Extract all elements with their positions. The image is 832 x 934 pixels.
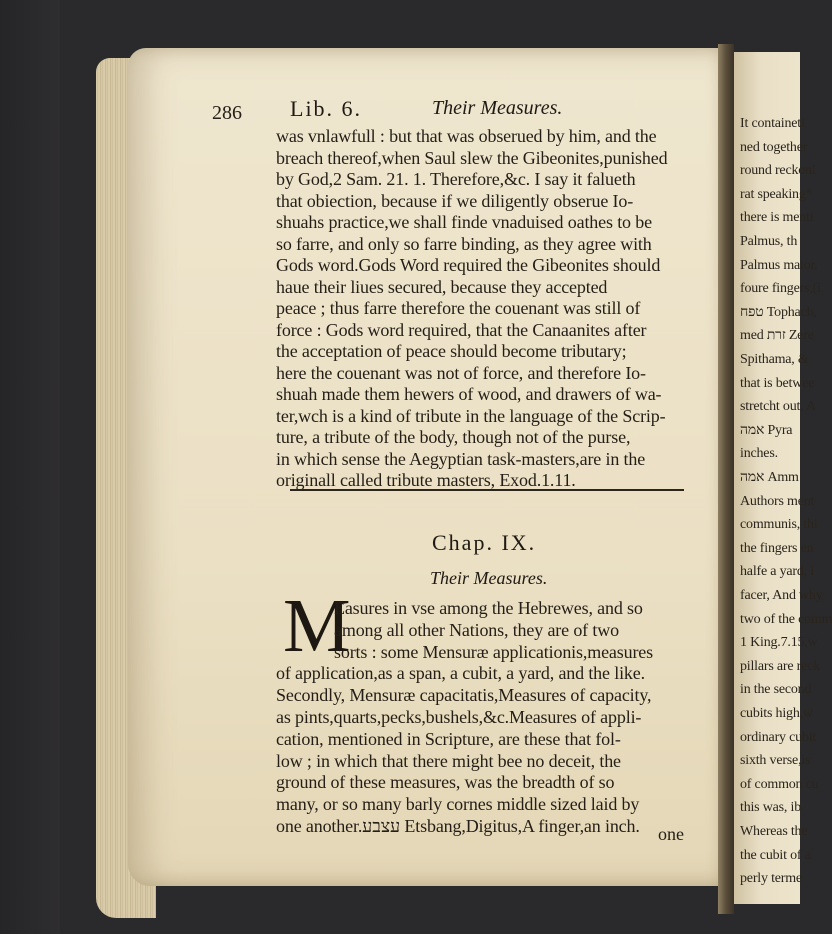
section-rule — [290, 489, 684, 491]
text-line: ter,wch is a kind of tribute in the language of the Scrip- — [276, 405, 666, 426]
facing-page-line: that is betwee — [740, 375, 815, 391]
facing-page-line: two of the comm — [740, 611, 832, 627]
catchword: one — [658, 824, 684, 844]
text-line: originall called tribute masters, Exod.1.11. — [276, 470, 576, 490]
facing-page-line: טפח Tophach, — [740, 304, 817, 320]
text-line: force : Gods word required, that the Canaanites after — [276, 319, 647, 340]
facing-page-line: communis, thi — [740, 517, 818, 533]
facing-page-line: this was, ib — [740, 800, 801, 816]
facing-page-line: Palmus maior. — [740, 257, 818, 273]
drop-cap: M — [283, 584, 351, 668]
text-line: shuah made them hewers of wood, and drawers of wa- — [276, 384, 662, 404]
facing-page-line: round reckoni — [740, 163, 816, 179]
facing-page-line: Authors ment — [740, 493, 815, 509]
text-line: that obiection, because if we diligently obserue Io- — [276, 190, 634, 211]
facing-page-line: the fingers en — [740, 540, 814, 556]
facing-page-line: halfe a yard, i — [740, 564, 814, 580]
facing-page-line: in the second — [740, 682, 812, 698]
text-line: was vnlawfull : but that was obserued by him, and the — [276, 126, 657, 146]
chapter-line: among all other Nations, they are of two — [334, 619, 619, 640]
facing-page-line: inches. — [740, 446, 778, 462]
facing-page-line: med זרת Zere — [740, 328, 814, 344]
text-line: peace ; thus farre therefore the couenant was still of — [276, 298, 641, 318]
facing-page-line: It containetl — [740, 116, 805, 131]
text-line: shuahs practice,we shall finde vnaduised oathes to be — [276, 212, 652, 232]
facing-page-line: 1 King.7.15,w — [740, 635, 818, 651]
text-line: haue their liues secured, because they accepted — [276, 276, 608, 297]
facing-page-line: foure fingers,(i — [740, 281, 821, 297]
facing-page-line: facer, And why — [740, 588, 823, 603]
facing-page-line: Palmus, th — [740, 234, 798, 249]
text-line: here the couenant was not of force, and therefore Io- — [276, 362, 646, 383]
facing-page-line: of common cu — [740, 776, 819, 792]
facing-page-line: ordinary cubit — [740, 729, 817, 745]
facing-page-line: there is menti — [740, 210, 814, 226]
chapter-line: many, or so many barly cornes middle sized laid by — [276, 794, 640, 815]
running-title: Their Measures. — [432, 97, 563, 119]
chapter-line: cation, mentioned in Scripture, are these that fol- — [276, 728, 621, 749]
facing-page-line: pillars are reck — [740, 658, 820, 674]
text-line: so farre, and only so farre binding, as they agree with — [276, 233, 652, 254]
page-number: 286 — [212, 102, 242, 124]
facing-page-line: perly terme — [740, 871, 802, 887]
facing-page-line: אמה Amm — [740, 470, 799, 485]
text-line: in which sense the Aegyptian task-masters,are in the — [276, 448, 646, 469]
text-line: Gods word.Gods Word required the Gibeonites should — [276, 255, 661, 275]
facing-page-line: sixth verse,is — [740, 753, 811, 769]
running-head: Lib. 6. — [290, 96, 363, 121]
chapter-heading: Chap. IX. — [432, 530, 537, 555]
chapter-line: one another.עצבע Etsbang,Digitus,A finger,an inch. — [276, 816, 640, 836]
text-line: breach thereof,when Saul slew the Gibeonites,punished — [276, 147, 668, 168]
text-line: by God,2 Sam. 21. 1. Therefore,&c. I say it falueth — [276, 169, 636, 189]
text-line: the acceptation of peace should become tributary; — [276, 341, 627, 361]
facing-page-line: Whereas the — [740, 824, 808, 839]
chapter-line: sorts : some Mensuræ applicationis,measures — [334, 641, 654, 662]
chapter-line: as pints,quarts,pecks,bushels,&c.Measures of appli- — [276, 707, 642, 727]
facing-page-line: the cubit of a — [740, 847, 811, 863]
chapter-line: low ; in which that there might bee no deceit, the — [276, 750, 621, 771]
facing-page-line: rat speaking* — [740, 186, 813, 202]
facing-page-line: Spithama, & — [740, 352, 809, 367]
facing-page-line: אמה Pyra — [740, 422, 793, 438]
facing-page-line: cubits high,w — [740, 706, 813, 721]
chapter-line: Easures in vse among the Hebrewes, and so — [334, 598, 643, 618]
chapter-line: of application,as a span, a cubit, a yard, and the like. — [276, 663, 645, 684]
text-line: ture, a tribute of the body, though not of the purse, — [276, 427, 631, 447]
chapter-title: Their Measures. — [430, 568, 548, 588]
facing-page-line: stretcht out, A — [740, 399, 816, 415]
chapter-line: Secondly, Mensuræ capacitatis,Measures of capacity, — [276, 685, 652, 706]
facing-page-line: ned together — [740, 139, 808, 155]
chapter-line: ground of these measures, was the breadth of so — [276, 772, 615, 793]
